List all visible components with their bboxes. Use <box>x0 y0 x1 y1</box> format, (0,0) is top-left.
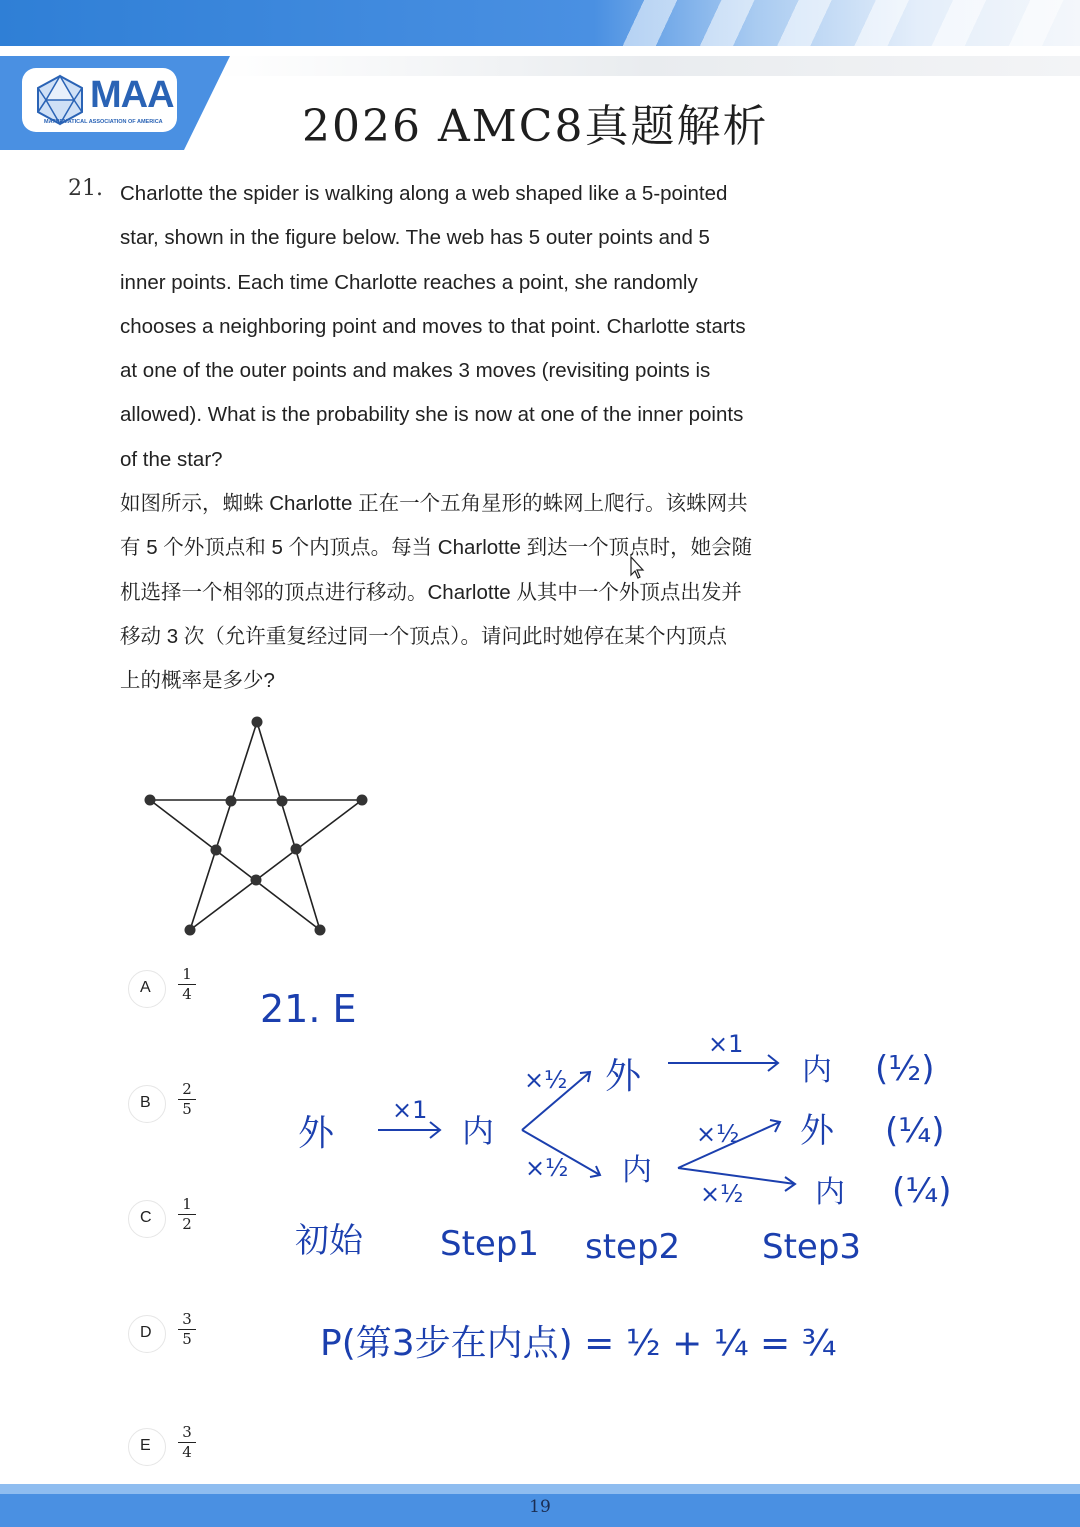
option-d-value: $\frac{3}{5}$ <box>178 1311 196 1348</box>
inner-point <box>211 845 222 856</box>
page-number: 19 <box>529 1497 551 1517</box>
hw-result: (¼) <box>892 1171 952 1211</box>
outer-point <box>185 925 196 936</box>
hw-result: (½) <box>875 1049 935 1089</box>
option-c-value: $\frac{1}{2}$ <box>178 1196 196 1233</box>
hw-mult: ×1 <box>392 1096 428 1124</box>
hw-label: Step3 <box>762 1227 862 1267</box>
question-line: at one of the outer points and makes 3 moves (revisiting points is <box>120 359 711 383</box>
logo-subtitle: MATHEMATICAL ASSOCIATION OF AMERICA <box>44 119 163 125</box>
question-line-cn: 移动 3 次（允许重复经过同一个顶点）。请问此时她停在某个内顶点 <box>120 624 728 648</box>
question-line: of the star? <box>120 447 223 471</box>
question-line-cn: 如图所示，蜘蛛 Charlotte 正在一个五角星形的蛛网上爬行。该蛛网共 <box>120 492 748 516</box>
hw-outer: 外 <box>800 1111 834 1151</box>
hw-mult: ×1 <box>708 1030 744 1058</box>
option-c-letter: C <box>140 1209 152 1226</box>
outer-point <box>357 795 368 806</box>
hw-label: 初始 <box>295 1221 363 1261</box>
option-e-letter: E <box>140 1437 151 1454</box>
hw-answer: 21. E <box>260 987 357 1031</box>
outer-point <box>315 925 326 936</box>
mouse-cursor-icon <box>630 556 646 580</box>
hw-mult: ×½ <box>524 1066 568 1094</box>
hw-mult: ×½ <box>700 1180 744 1208</box>
hw-label: step2 <box>585 1227 681 1267</box>
question-number: 21. <box>68 176 103 201</box>
question-line: star, shown in the figure below. The web has 5 outer points and 5 <box>120 226 710 250</box>
question-line-cn: 机选择一个相邻的顶点进行移动。Charlotte 从其中一个外顶点出发并 <box>120 580 742 604</box>
hw-inner: 内 <box>622 1153 652 1188</box>
logo-text: MAA <box>90 74 174 116</box>
inner-point <box>251 875 262 886</box>
question-line: inner points. Each time Charlotte reaches a point, she randomly <box>120 270 698 294</box>
outer-point <box>252 717 263 728</box>
option-a-letter: A <box>140 979 151 996</box>
star-edges <box>150 722 362 930</box>
option-e-value: $\frac{3}{4}$ <box>178 1424 196 1461</box>
option-b-value: $\frac{2}{5}$ <box>178 1081 196 1118</box>
question-line-cn: 上的概率是多少? <box>120 669 275 693</box>
hw-label: Step1 <box>440 1224 540 1264</box>
inner-point <box>291 844 302 855</box>
inner-point <box>226 796 237 807</box>
option-a-value: $\frac{1}{4}$ <box>178 966 196 1003</box>
handwritten-solution <box>0 970 1080 1390</box>
hw-inner: 内 <box>462 1112 495 1150</box>
hw-result: (¼) <box>885 1111 945 1151</box>
hw-start: 外 <box>298 1113 335 1154</box>
question-line-cn: 有 5 个外顶点和 5 个内顶点。每当 Charlotte 到达一个顶点时，她会随 <box>120 536 753 560</box>
hw-mult: ×½ <box>525 1154 569 1182</box>
outer-point <box>145 795 156 806</box>
header-band-highlight <box>600 0 1080 46</box>
hw-inner: 内 <box>815 1175 845 1210</box>
hw-outer: 外 <box>605 1056 642 1097</box>
hw-mult: ×½ <box>696 1120 740 1148</box>
star-figure <box>130 700 380 940</box>
star-points <box>145 717 368 936</box>
footer-band-highlight <box>0 1484 1080 1494</box>
hw-inner: 内 <box>802 1053 832 1088</box>
question-line: allowed). What is the probability she is now at one of the inner points <box>120 403 744 427</box>
page-title: 2026 AMC8真题解析 <box>302 101 769 152</box>
hw-formula: P(第3步在内点) = ½ + ¼ = ¾ <box>320 1323 837 1364</box>
inner-point <box>277 796 288 807</box>
option-b-letter: B <box>140 1094 151 1111</box>
option-d-letter: D <box>140 1324 152 1341</box>
question-text <box>120 172 800 704</box>
hw-arrow <box>378 1122 440 1138</box>
question-line: Charlotte the spider is walking along a web shaped like a 5-pointed <box>120 182 728 205</box>
question-line: chooses a neighboring point and moves to that point. Charlotte starts <box>120 314 746 338</box>
